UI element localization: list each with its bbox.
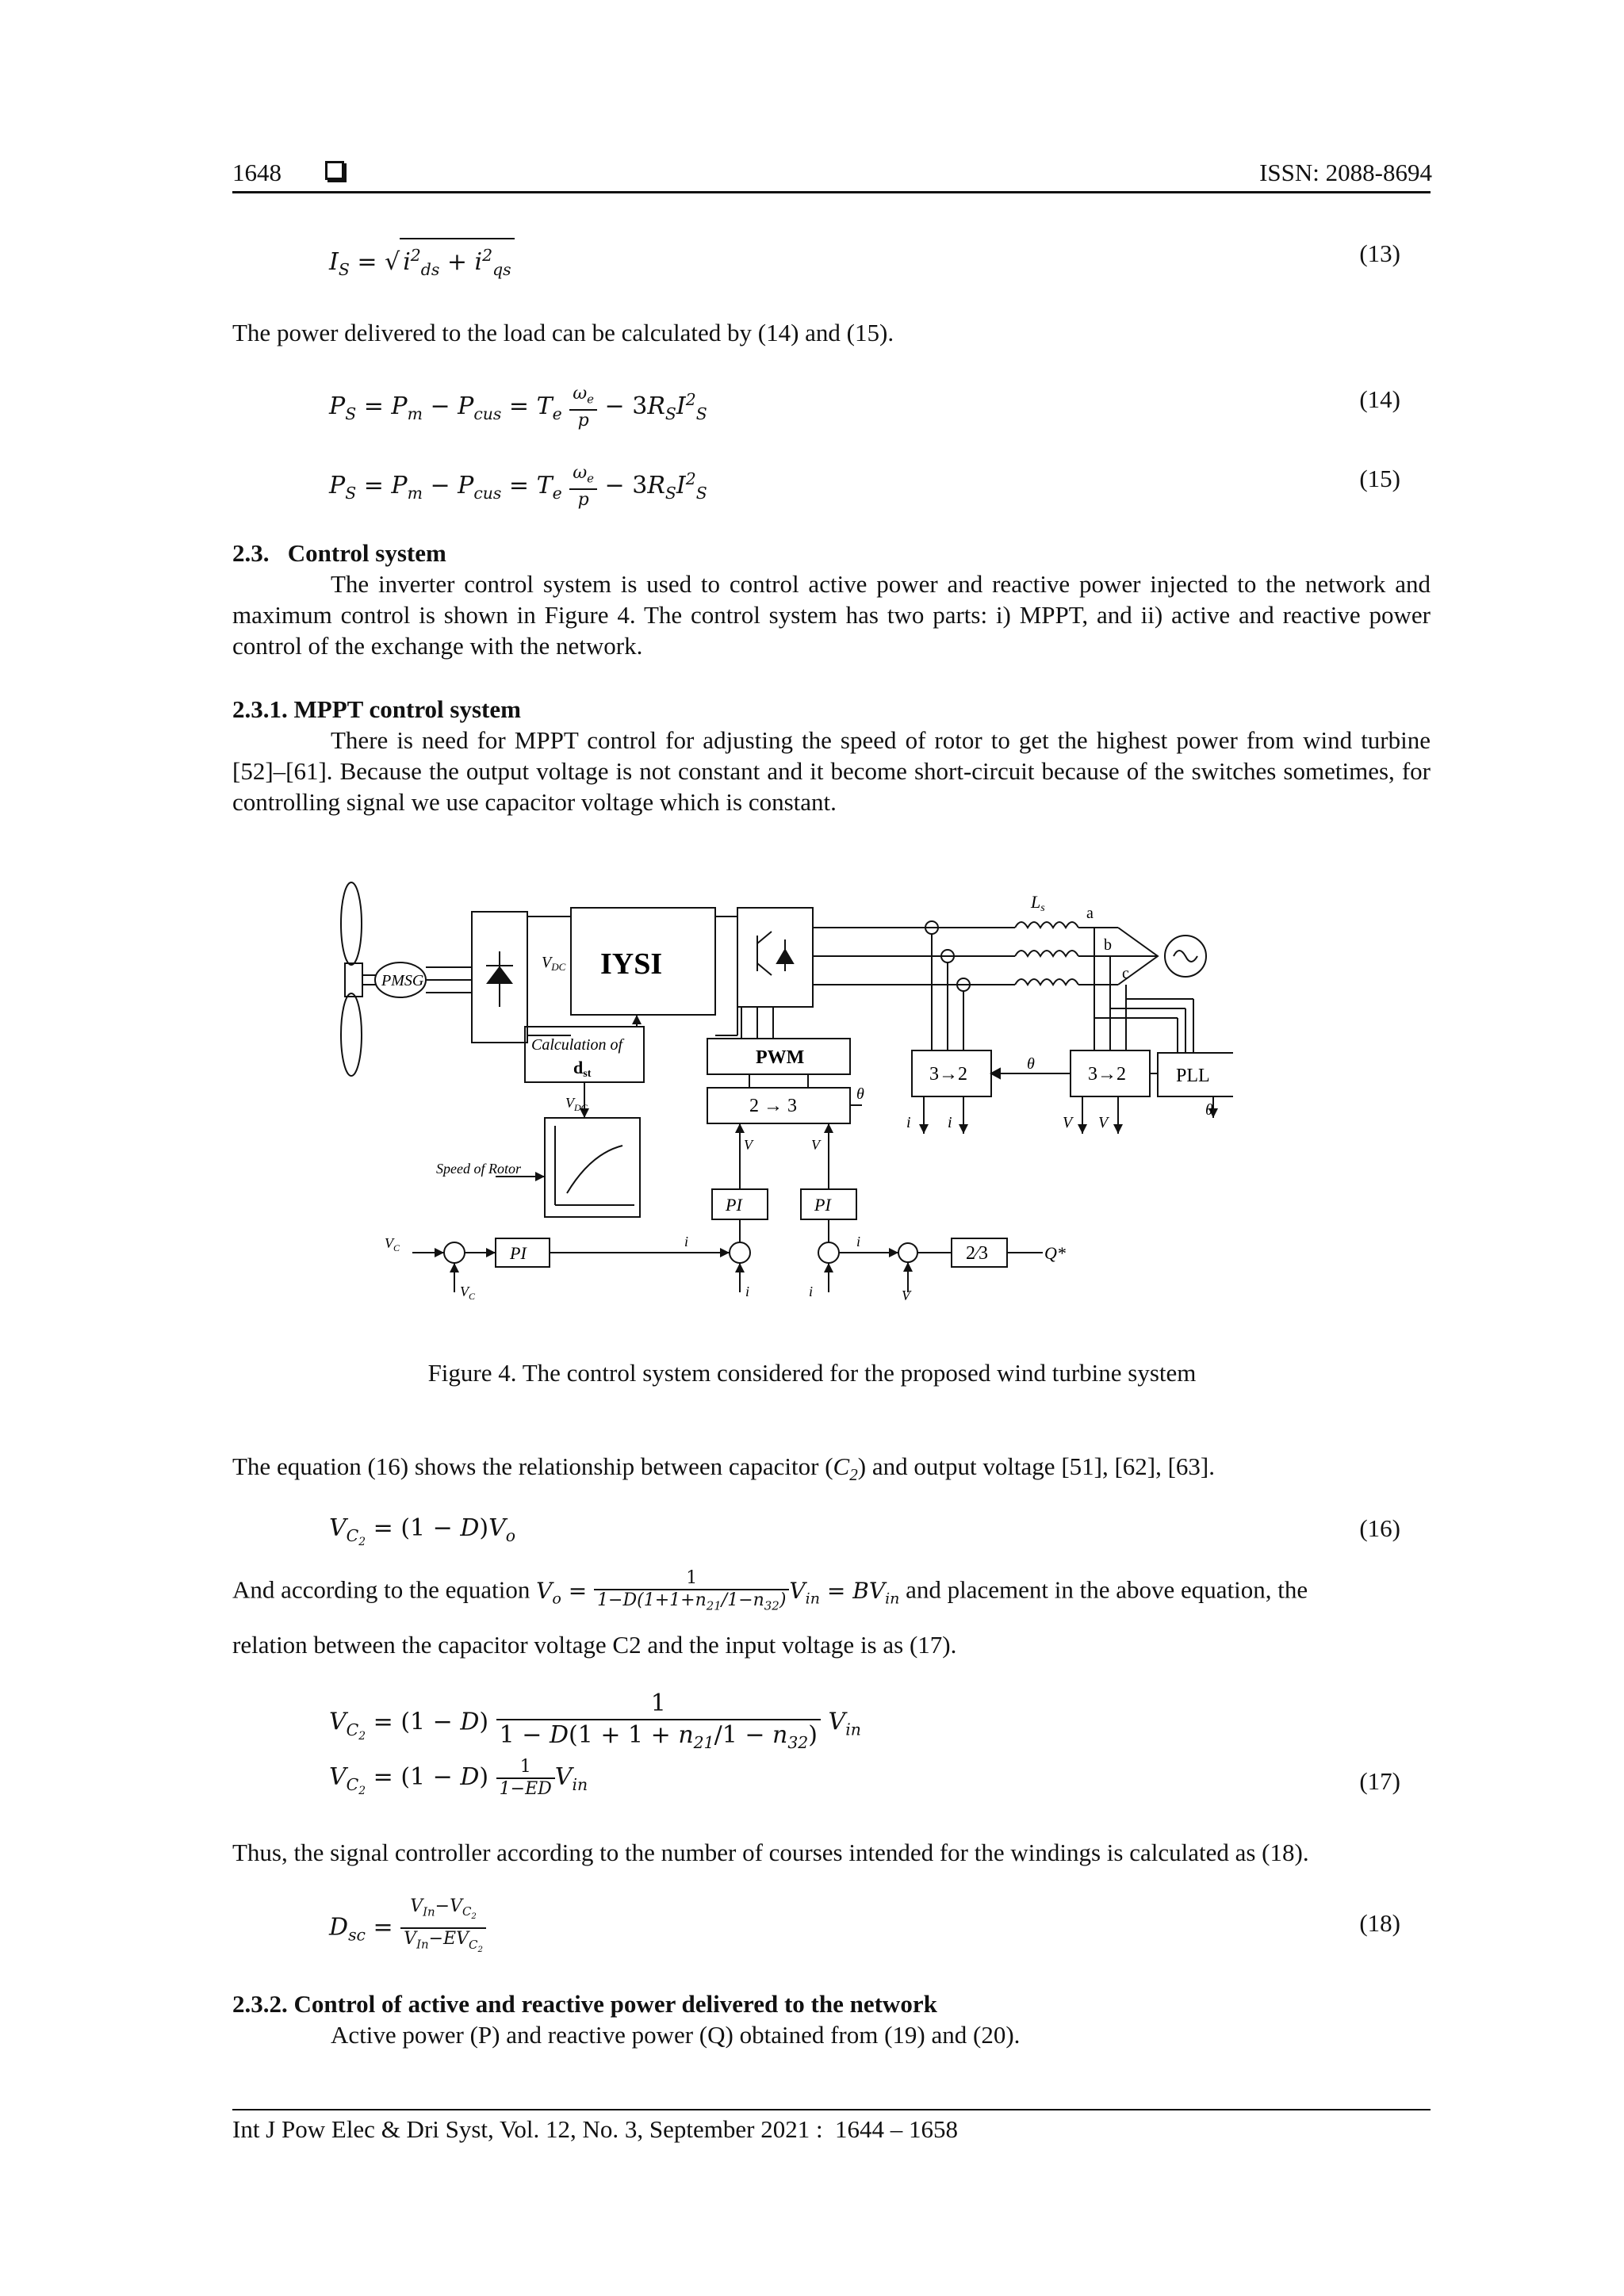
turbine-blade-lower [341, 993, 362, 1076]
pi-q-label: PI [726, 1195, 742, 1215]
figure-4-caption: Figure 4. The control system considered for the proposed wind turbine system [427, 1359, 1197, 1387]
vd-label: V [1098, 1114, 1109, 1131]
section-heading-2-3-1: 2.3.1. MPPT control system [232, 695, 521, 723]
eq17-intro-post: and placement in the above equation, the [906, 1575, 1308, 1604]
theta-label-pll: θ [1205, 1101, 1213, 1119]
vq-label: V [1063, 1114, 1073, 1131]
page-number: 1648 [232, 159, 282, 186]
square-icon [325, 161, 344, 180]
eq16-intro-var-sub: 2 [849, 1465, 858, 1485]
calculation-label: Calculation of [531, 1036, 622, 1054]
equation-17-line2: $V_{C_2} = (1 - D)$ $\frac{1}{1-ED}$ $V_{in}$ [329, 1757, 588, 1799]
summing-junction-id [818, 1242, 839, 1263]
iq-feedback-label: i [745, 1284, 750, 1299]
inductor-b [1015, 951, 1078, 956]
equation-14: $P_S = P_m - P_{cus} = T_e$ $\frac{\omega_e}{p}$ − $3R_SI^2_S$ [329, 384, 707, 431]
equation-number-15: (15) [1359, 465, 1400, 492]
transform-3-2-voltage-label: 3→2 [1088, 1064, 1126, 1085]
iysi-label: IYSI [600, 947, 663, 981]
id-feedback-label: i [809, 1284, 814, 1299]
equation-number-18: (18) [1359, 1909, 1400, 1937]
calculation-dst-label [573, 1058, 592, 1080]
eq16-intro-pre: The equation (16) shows the relationship between capacitor ( [232, 1452, 833, 1480]
footer-citation: Int J Pow Elec & Dri Syst, Vol. 12, No. 3, September 2021 : 1644 – 1658 [232, 2115, 959, 2143]
pi-vc-label: PI [510, 1243, 527, 1263]
equation-number-17: (17) [1359, 1767, 1400, 1795]
vd-ref-label: V [811, 1137, 820, 1153]
eq16-intro-post: ) and output voltage [51], [62], [63]. [857, 1452, 1216, 1480]
inductor-a [1015, 922, 1078, 928]
vcref-sub: C [393, 1242, 400, 1253]
section-body-2-3: The inverter control system is used to control active power and reactive power injected to the network and maximum control is shown in Figure 4. The control system has two parts: i) MPPT, and ii) active and reactive power control of the exchange with the network. [232, 570, 1431, 660]
equation-number-14: (14) [1359, 385, 1400, 413]
equation-18: $D_{sc}$ = $\frac{V_{In}-V_{C_2}}{V_{In}-EV_{C_2}}$ [329, 1896, 486, 1961]
transform-3-2-current-label: 3→2 [929, 1064, 967, 1085]
vdc-label [542, 954, 566, 973]
equation-17-line1: $V_{C_2} = (1 - D)$ $\frac{1}{1 - D(1 + 1 + n_{21}/1 - n_{32})}$ $V_{in}$ [329, 1689, 861, 1758]
paragraph-eq16 [232, 1451, 1215, 1490]
vd-feedback-label: V [902, 1288, 910, 1303]
equation-number-16: (16) [1359, 1514, 1400, 1542]
vdc-v: V [542, 954, 552, 971]
id-label: i [948, 1114, 952, 1131]
pmsg-label: PMSG [381, 972, 424, 989]
phase-c-label: c [1122, 965, 1129, 982]
vcref-v: V [385, 1235, 393, 1251]
inductor-label [1030, 892, 1045, 914]
vcfb-v: V [460, 1284, 469, 1299]
section-body-2-3-1: There is need for MPPT control for adjusting the speed of rotor to get the highest power from wind turbine [52]–[61]. Because the output voltage is not constant and it become short-circuit because of the switches sometimes, for controlling signal we use capacitor voltage which is constant. [232, 726, 1431, 816]
inline-equation-vo: $V_o$ = $\frac{1}{1-D(1+1+n_{21}/1-n_{32})}$ $V_{in} = BV_{in}$ [536, 1578, 899, 1604]
footer-rule [232, 2109, 1431, 2110]
mppt-curve-block [545, 1118, 640, 1217]
calc-st: st [583, 1068, 592, 1080]
vc-feedback-label [460, 1284, 476, 1302]
ls-l: L [1031, 892, 1041, 912]
transform-2-3-label: 2 → 3 [749, 1096, 797, 1116]
theta-label-mid: θ [1027, 1055, 1035, 1073]
eq16-intro-var: C [833, 1452, 850, 1480]
pi-d-label: PI [814, 1195, 831, 1215]
vdc-sub: DC [551, 961, 566, 973]
speed-of-rotor-label: Speed of Rotor [436, 1161, 521, 1177]
inverter-block [737, 908, 813, 1007]
eq17-intro-pre: And according to the equation [232, 1575, 530, 1604]
paragraph-power-delivered: The power delivered to the load can be calculated by (14) and (15). [232, 319, 894, 346]
section-body-2-3-2: Active power (P) and reactive power (Q) obtained from (19) and (20). [331, 2021, 1021, 2049]
theta-label-23: θ [856, 1085, 864, 1103]
figure-4-diagram [337, 880, 1233, 1316]
id-ref-label: i [856, 1234, 861, 1249]
equation-15: $P_S = P_m - P_{cus} = T_e$ $\frac{\omega_e}{p}$ − $3R_SI^2_S$ [329, 463, 707, 511]
equation-16: $V_{C_2} = (1 - D)V_o$ [329, 1514, 516, 1549]
vdcref-sub: DC [574, 1102, 588, 1113]
q-star-label: Q* [1044, 1243, 1066, 1263]
equation-number-13: (13) [1359, 239, 1400, 267]
vdcref-v: V [565, 1095, 574, 1111]
paragraph-eq17-line2: relation between the capacitor voltage C2 and the input voltage is as (17). [232, 1631, 957, 1659]
phase-a-label: a [1086, 905, 1094, 922]
iq-ref-label: i [684, 1234, 689, 1249]
vcfb-sub: C [469, 1291, 476, 1302]
pwm-label: PWM [756, 1047, 805, 1068]
summing-junction-q [898, 1243, 917, 1262]
inductor-c [1015, 979, 1078, 985]
paragraph-eq18: Thus, the signal controller according to the number of courses intended for the windings is calculated as (18). [232, 1839, 1309, 1866]
ratio-label: 2⁄3 [966, 1243, 989, 1264]
section-number: 2.3. [232, 539, 270, 567]
pll-label: PLL [1176, 1066, 1210, 1086]
ls-s: s [1040, 902, 1045, 914]
header-rule [232, 191, 1431, 193]
issn: ISSN: 2088-8694 [1259, 159, 1432, 186]
iq-label: i [906, 1114, 911, 1131]
equation-13: $I_S$ = √ $i^2_{ds} + i^2_{qs}$ [329, 238, 515, 285]
summing-junction-iq [730, 1242, 750, 1263]
summing-junction-vc [444, 1242, 465, 1263]
section-heading-2-3 [232, 538, 446, 568]
turbine-hub [345, 963, 362, 997]
vq-ref-label: V [744, 1137, 753, 1153]
section-heading-2-3-2: 2.3.2. Control of active and reactive power delivered to the network [232, 1990, 937, 2018]
turbine-blade-upper [341, 882, 362, 965]
paragraph-eq17 [232, 1568, 1431, 1616]
calc-d: d [573, 1058, 584, 1077]
phase-b-label: b [1104, 936, 1112, 954]
section-title: Control system [287, 539, 446, 567]
vc-ref-label [385, 1235, 400, 1253]
